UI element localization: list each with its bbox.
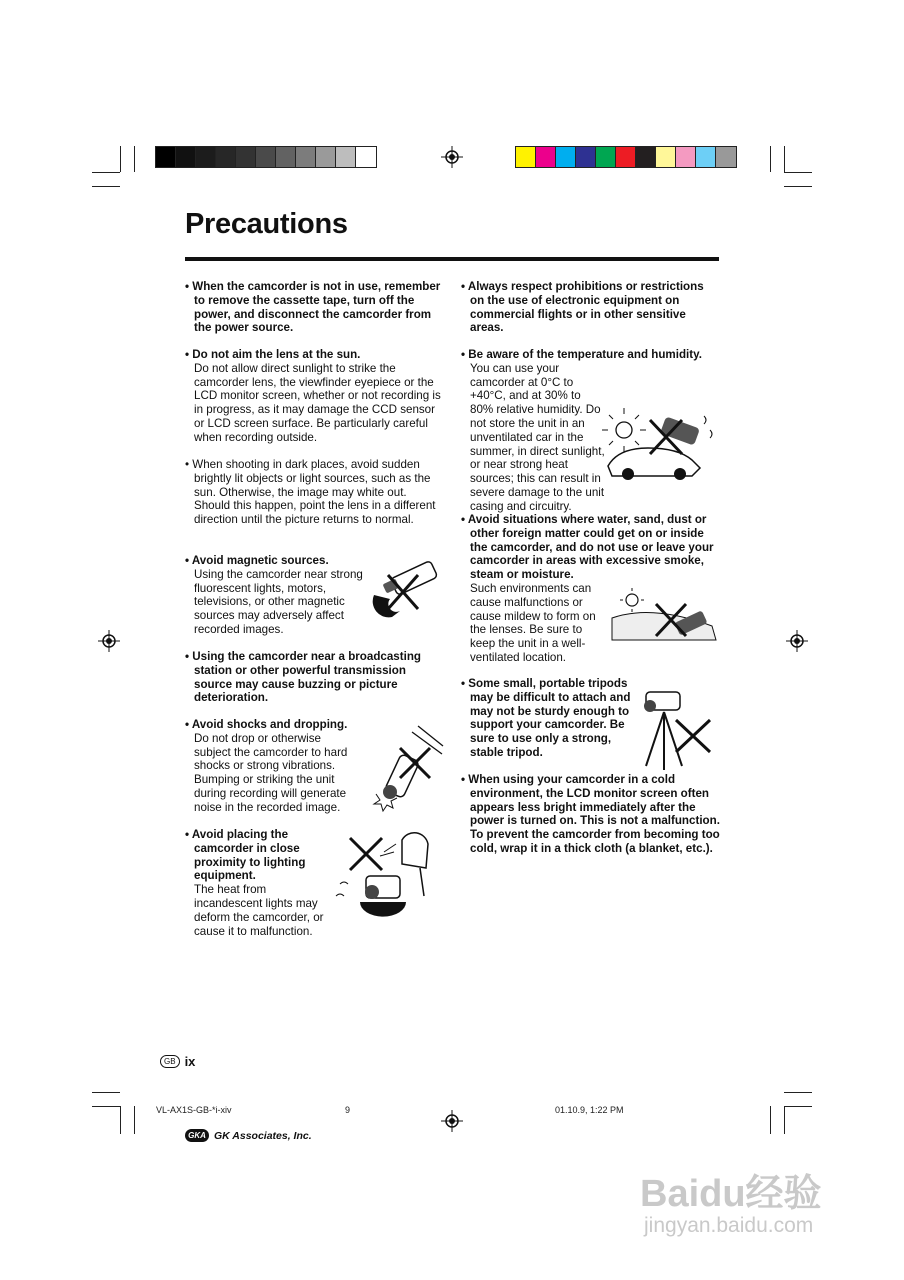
precaution-item: [185, 554, 363, 637]
color-swatch: [216, 147, 236, 167]
crop-mark: [784, 172, 812, 173]
color-swatch: [576, 147, 596, 167]
crop-mark: [784, 1106, 812, 1107]
crop-mark: [770, 146, 771, 172]
tripod-illustration: [636, 680, 716, 772]
lighting-equipment-illustration: [330, 826, 442, 921]
precaution-body: You can use your camcorder at 0°C to +40°C, and at 30% to 80% relative humidity. Do not store the unit in an unventilated car in the summer, in direct sunlight, or near strong heat sources; this can result in severe damage to the unit casing and circuitry.: [470, 361, 605, 513]
magnet-camcorder-illustration: [360, 555, 444, 621]
precaution-heading: • Do not aim the lens at the sun.: [185, 348, 361, 361]
crop-mark: [120, 1106, 121, 1134]
color-swatch: [276, 147, 296, 167]
publisher-logo: GKA: [185, 1129, 209, 1142]
crop-mark: [784, 1106, 785, 1134]
watermark-brand: Baidu经验: [640, 1173, 822, 1215]
crop-mark: [92, 172, 120, 173]
precaution-heading: • Avoid magnetic sources.: [185, 554, 329, 567]
precaution-heading: • When using your camcorder in a cold environment, the LCD monitor screen often appears less bright immediately after the power is turned on. This is not a malfunction. To prevent the camcorder from becoming too cold, wrap it in a thick cloth (a blanket, etc.).: [461, 773, 720, 855]
precaution-body: Do not allow direct sunlight to strike the camcorder lens, the viewfinder eyepiece or the LCD monitor screen, whether or not recording is in progress, as it may damage the CCD sensor or LCD screen surface. Be particularly careful when recording outside.: [194, 361, 441, 444]
color-swatch: [616, 147, 636, 167]
color-swatch: [236, 147, 256, 167]
registration-mark-icon: [441, 146, 463, 168]
process-color-bar: [515, 146, 737, 168]
precaution-item: [185, 828, 325, 938]
crop-mark: [92, 186, 120, 187]
crop-mark: [784, 186, 812, 187]
precaution-item: [185, 718, 357, 815]
crop-mark: [92, 1106, 120, 1107]
precaution-body: Such environments can cause malfunctions or cause mildew to form on the lenses. Be sure to keep the unit in a well-ventilated location.: [470, 581, 596, 664]
page-number-text: ix: [184, 1054, 196, 1069]
precaution-item: [185, 650, 441, 705]
sand-camcorder-illustration: [610, 588, 720, 644]
crop-mark: [784, 146, 785, 172]
crop-mark: [134, 1106, 135, 1134]
title-rule: [185, 257, 719, 261]
registration-mark-icon: [441, 1110, 463, 1132]
precaution-item: [185, 348, 441, 445]
precaution-item: [461, 773, 723, 856]
color-swatch: [516, 147, 536, 167]
color-swatch: [676, 147, 696, 167]
precaution-heading: • Avoid placing the camcorder in close proximity to lighting equipment.: [185, 828, 306, 883]
color-swatch: [656, 147, 676, 167]
color-swatch: [316, 147, 336, 167]
publisher-credit: [185, 1129, 312, 1142]
color-swatch: [196, 147, 216, 167]
page-title: Precautions: [185, 208, 348, 240]
color-swatch: [636, 147, 656, 167]
crop-mark: [770, 1106, 771, 1134]
precaution-body: Using the camcorder near strong fluorescent lights, motors, televisions, or other magnetic sources may adversely affect recorded images.: [194, 567, 363, 636]
hot-car-illustration: [600, 406, 722, 482]
watermark-url: jingyan.baidu.com: [644, 1214, 814, 1237]
precaution-heading: • Some small, portable tripods may be difficult to attach and may not be sturdy enough to support your camcorder. Be sure to use only a strong, stable tripod.: [461, 677, 631, 759]
crop-mark: [92, 1092, 120, 1093]
precaution-body: Do not drop or otherwise subject the camcorder to hard shocks or strong vibrations. Bumping or striking the unit during recording will generate noise in the recorded image.: [194, 731, 348, 814]
precaution-heading: • When the camcorder is not in use, remember to remove the cassette tape, turn off the power, and disconnect the camcorder from the power source.: [185, 280, 441, 335]
color-swatch: [176, 147, 196, 167]
precaution-item: [461, 280, 721, 335]
precaution-item: [185, 458, 441, 527]
precaution-text: • When shooting in dark places, avoid sudden brightly lit objects or light sources, such as the sun. Otherwise, the image may white out. Should this happen, point the lens in a different direction until the picture returns to normal.: [185, 458, 436, 527]
color-swatch: [256, 147, 276, 167]
color-swatch: [716, 147, 736, 167]
footer-page: 9: [345, 1105, 351, 1115]
precaution-heading: • Avoid situations where water, sand, dust or other foreign matter could get on or inside the camcorder, and do not use or leave your camcorder in areas with excessive smoke, steam or moisture.: [461, 513, 714, 582]
registration-mark-icon: [98, 630, 120, 652]
precaution-heading: • Avoid shocks and dropping.: [185, 718, 348, 731]
crop-mark: [134, 146, 135, 172]
footer-date: 01.10.9, 1:22 PM: [555, 1105, 624, 1115]
color-swatch: [296, 147, 316, 167]
precaution-heading: • Always respect prohibitions or restrictions on the use of electronic equipment on commercial flights or in other sensitive areas.: [461, 280, 704, 335]
precaution-heading: • Using the camcorder near a broadcasting station or other powerful transmission source may cause buzzing or picture deterioration.: [185, 650, 422, 705]
registration-mark-icon: [786, 630, 808, 652]
crop-mark: [784, 1092, 812, 1093]
crop-mark: [120, 146, 121, 172]
color-swatch: [596, 147, 616, 167]
grayscale-color-bar: [155, 146, 377, 168]
precaution-item: [185, 280, 441, 335]
language-badge: GB: [160, 1055, 180, 1068]
color-swatch: [556, 147, 576, 167]
color-swatch: [156, 147, 176, 167]
footer-file-name: VL-AX1S-GB-*i-xiv: [156, 1105, 232, 1115]
precaution-body: The heat from incandescent lights may deform the camcorder, or cause it to malfunction.: [194, 883, 324, 938]
dropped-camcorder-illustration: [368, 722, 448, 812]
precaution-item: [461, 677, 633, 760]
color-swatch: [356, 147, 376, 167]
page-number: [160, 1054, 195, 1069]
publisher-name: GK Associates, Inc.: [214, 1129, 312, 1142]
precaution-heading: • Be aware of the temperature and humidity.: [461, 348, 702, 361]
color-swatch: [696, 147, 716, 167]
color-swatch: [336, 147, 356, 167]
color-swatch: [536, 147, 556, 167]
